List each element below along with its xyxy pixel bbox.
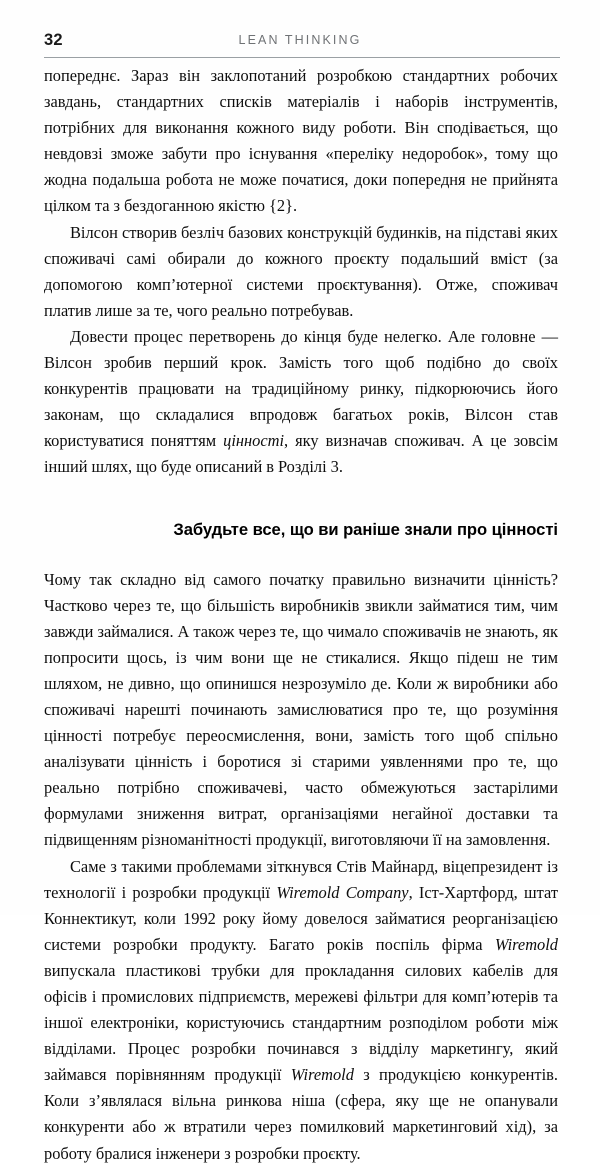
header-divider: [44, 57, 560, 58]
paragraph-2: Вілсон створив безліч базових конструкцій будинків, на підставі яких споживачі самі обирали до кожного проєкту подальший вміст (за допомогою комп’ютерної системи проєктування). Отже, споживач платив лише за те, чого реально потребував.: [44, 222, 558, 320]
paragraph-5-seg-0: Саме з такими проблемами зіткнувся Стів Майнард, віцепрезидент із технології і розробки продукції: [44, 856, 558, 902]
paragraph-5-company-name-1: Wiremold Company: [276, 882, 409, 902]
page-content: [44, 63, 558, 1167]
heading-spacer-bottom: [44, 541, 558, 567]
paragraph-5-seg-4: випускала пластикові трубки для прокладання силових кабелів для офісів і промислових підприємств, мережеві фільтри для комп’ютерів та іншої електроніки, користуючись стандартним розподілом роботи між відділами. Процес розробки починався з відділу маркетингу, який займався порівнянням продукції: [44, 960, 558, 1085]
paragraph-5-company-name-2: Wiremold: [494, 934, 558, 954]
running-head: [44, 30, 556, 56]
heading-spacer-top: [44, 481, 558, 519]
paragraph-3-text-after: , яку визначав споживач. А це зовсім інший шлях, що буде описаний в Розділі 3.: [44, 431, 558, 477]
paragraph-3-text-before: Довести процес перетворень до кінця буде нелегко. Але головне — Вілсон зробив перший крок. Замість того щоб подібно до своїх конкурентів працювати на традиційному ринку, підкорюючись його законам, що складалися впродовж багатьох років, Вілсон став користуватися поняттям: [44, 326, 558, 451]
paragraph-3-emphasis: цінності: [223, 431, 285, 451]
paragraph-5: [44, 854, 558, 1167]
paragraph-5-seg-6: з продукцією конкурентів. Коли з’являлася вільна ринкова ніша (сфера, яку ще не опанували конкуренти або ж втратили через помилковий маркетинговий хід), за роботу бралися інженери з розробки проєкту.: [44, 1065, 558, 1163]
paragraph-3: [44, 324, 558, 481]
page-number: 32: [44, 31, 63, 49]
running-title: LEAN THINKING: [238, 33, 362, 47]
paragraph-1: попереднє. Зараз він заклопотаний розробкою стандартних робочих завдань, стандартних списків матеріалів і наборів інструментів, потрібних для виконання кожного виду роботи. Він сподівається, що невдовзі зможе забути про існування «переліку недоробок», тому що жодна подальша робота не може початися, доки попередня не прийнята цілком та з бездоганною якістю {2}.: [44, 66, 558, 216]
section-heading: Забудьте все, що ви раніше знали про цінності: [173, 519, 558, 539]
paragraph-4: Чому так складно від самого початку правильно визначити цінність? Частково через те, що більшість виробників звикли займатися тим, чим завжди займалися. А також через те, що чимало споживачів не знають, як попросити щось, із чим вони ще не стикалися. Якщо підеш не тим шляхом, не дивно, що опинишся незрозуміло де. Коли ж виробники або споживачі нарешті починають замислюватися про те, що розуміння цінності потребує переосмислення, вони, замість того щоб спільно аналізувати цінність і боротися зі старими уявленнями про те, що реально потрібно споживачеві, часто обмежуються застарілими формулами зниження витрат, організаціями негайної доставки та підвищенням різноманітності продукції, виготовляючи її на замовлення.: [44, 569, 558, 850]
paragraph-5-seg-2: , Іст-Хартфорд, штат Коннектикут, коли 1992 року йому довелося займатися реорганізацією системи розробки продукту. Багато років поспіль фірма: [44, 882, 559, 954]
paragraph-5-company-name-3: Wiremold: [290, 1065, 354, 1085]
